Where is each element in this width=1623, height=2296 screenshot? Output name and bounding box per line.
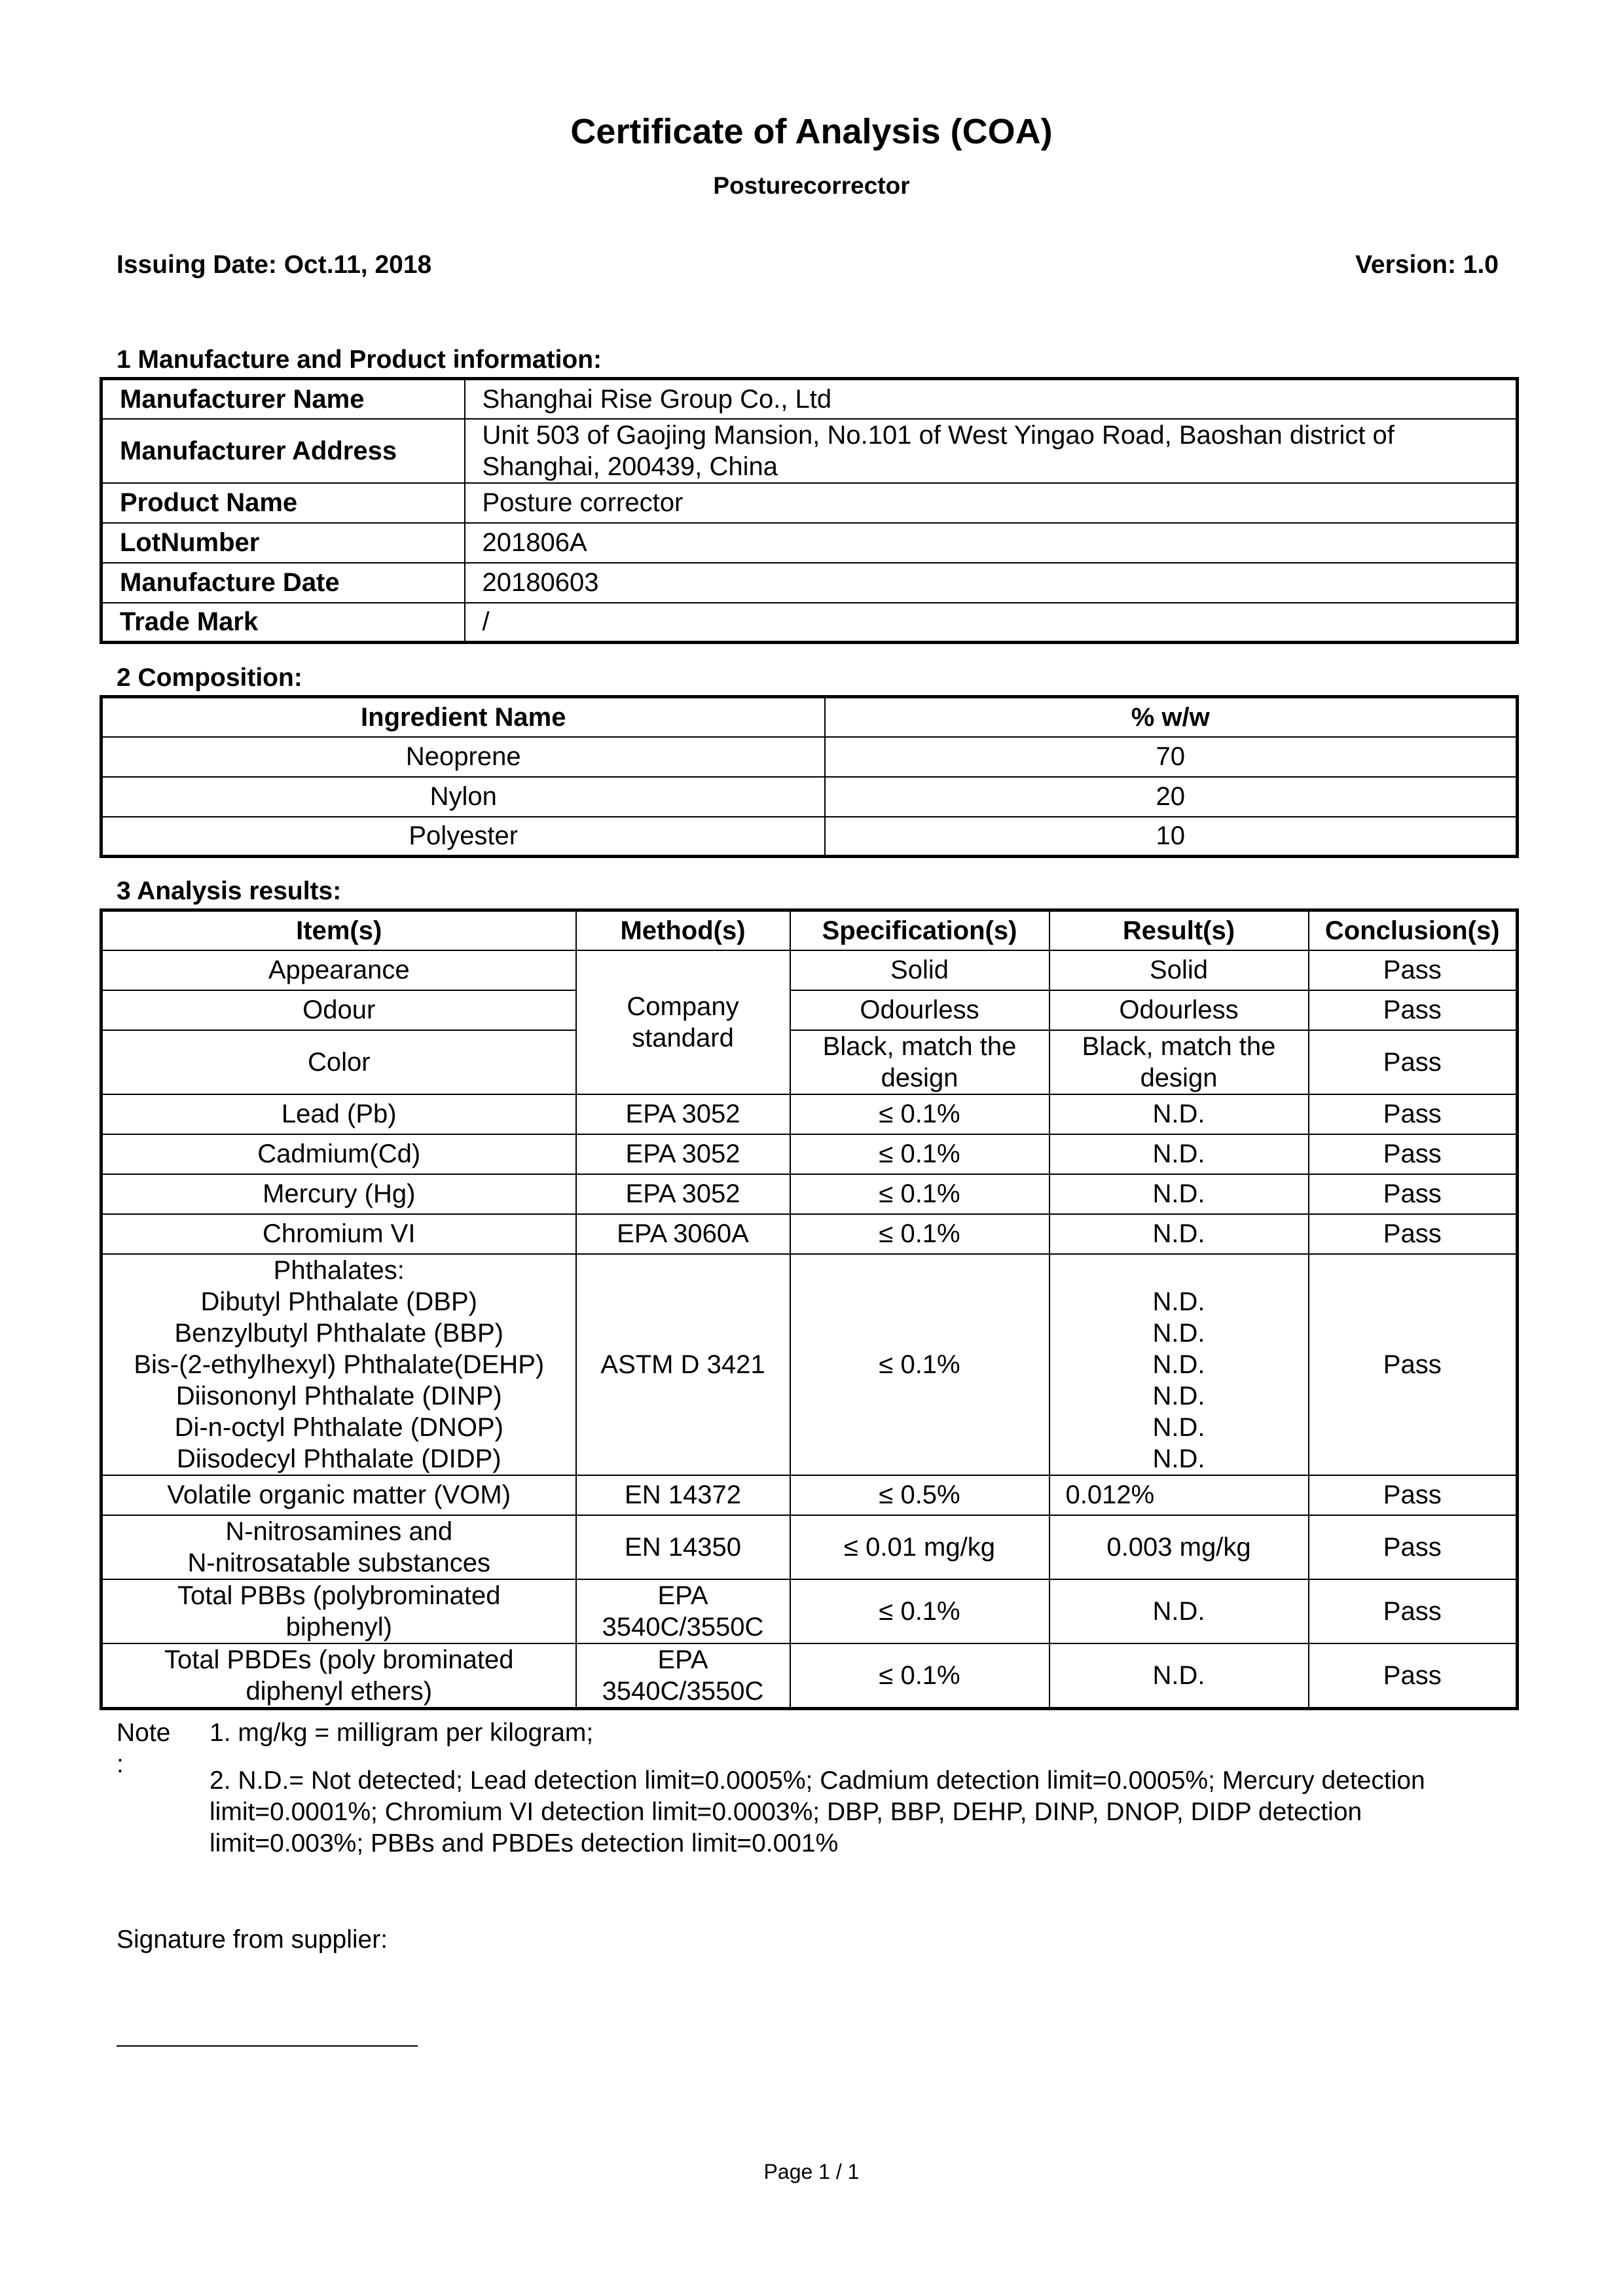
result-value: N.D. [1049, 1579, 1309, 1643]
table-row [101, 737, 1518, 777]
info-label: Product Name [101, 483, 465, 523]
result-specification: ≤ 0.1% [790, 1174, 1049, 1214]
issuing-date: Issuing Date: Oct.11, 2018 [117, 251, 432, 279]
result-method: EN 14372 [576, 1475, 790, 1515]
column-header: % w/w [825, 697, 1518, 737]
result-conclusion: Pass [1309, 1579, 1518, 1643]
table-row [101, 523, 1518, 563]
ingredient-name: Neoprene [101, 737, 825, 777]
info-value: / [465, 603, 1518, 643]
result-specification: Odourless [790, 990, 1049, 1030]
version: Version: 1.0 [1355, 251, 1499, 279]
ingredient-name: Polyester [101, 817, 825, 857]
table-row [101, 603, 1518, 643]
note-label: Note : [117, 1719, 171, 1778]
result-item: Lead (Pb) [101, 1094, 576, 1134]
ingredient-percent: 20 [825, 777, 1518, 817]
table-header-row [101, 910, 1518, 950]
section-2-heading: 2 Composition: [117, 664, 302, 692]
signature-label: Signature from supplier: [117, 1926, 388, 1954]
table-row [101, 1094, 1518, 1134]
table-row [101, 419, 1518, 483]
result-conclusion: Pass [1309, 1214, 1518, 1254]
result-value: Solid [1049, 950, 1309, 990]
info-label: Trade Mark [101, 603, 465, 643]
table-row [101, 1579, 1518, 1643]
result-method: EPA 3052 [576, 1174, 790, 1214]
table-row [101, 1475, 1518, 1515]
table-header-row [101, 697, 1518, 737]
result-method: EPA 3540C/3550C [576, 1579, 790, 1643]
ingredient-name: Nylon [101, 777, 825, 817]
result-item: N-nitrosamines and N-nitrosatable substances [101, 1515, 576, 1579]
page-number: Page 1 / 1 [763, 2160, 860, 2183]
info-label: Manufacture Date [101, 563, 465, 603]
result-method: EN 14350 [576, 1515, 790, 1579]
signature-line [117, 2045, 418, 2047]
result-value: N.D. [1049, 1094, 1309, 1134]
result-item: Total PBDEs (poly brominated diphenyl ethers) [101, 1643, 576, 1709]
composition-table [100, 695, 1519, 858]
result-value: N.D. N.D. N.D. N.D. N.D. N.D. [1049, 1254, 1309, 1475]
result-specification: ≤ 0.5% [790, 1475, 1049, 1515]
result-value: Black, match the design [1049, 1030, 1309, 1094]
result-value: Odourless [1049, 990, 1309, 1030]
column-header: Specification(s) [790, 910, 1049, 950]
result-item: Color [101, 1030, 576, 1094]
result-item: Odour [101, 990, 576, 1030]
ingredient-percent: 70 [825, 737, 1518, 777]
result-conclusion: Pass [1309, 1254, 1518, 1475]
table-row [101, 817, 1518, 857]
result-value: 0.012% [1049, 1475, 1309, 1515]
table-row [101, 990, 1518, 1030]
ingredient-percent: 10 [825, 817, 1518, 857]
table-row [101, 777, 1518, 817]
table-row [101, 1643, 1518, 1709]
table-row [101, 1254, 1518, 1475]
result-conclusion: Pass [1309, 1134, 1518, 1174]
result-conclusion: Pass [1309, 950, 1518, 990]
info-label: Manufacturer Name [101, 379, 465, 419]
result-specification: ≤ 0.1% [790, 1254, 1049, 1475]
result-method: Company standard [576, 950, 790, 1094]
result-specification: ≤ 0.1% [790, 1643, 1049, 1709]
result-conclusion: Pass [1309, 1030, 1518, 1094]
column-header: Method(s) [576, 910, 790, 950]
result-value: N.D. [1049, 1174, 1309, 1214]
manufacture-info-table [100, 377, 1519, 644]
info-value: 201806A [465, 523, 1518, 563]
result-method: ASTM D 3421 [576, 1254, 790, 1475]
info-value: Unit 503 of Gaojing Mansion, No.101 of West Yingao Road, Baoshan district of Shanghai, 200439, China [465, 419, 1518, 483]
result-value: N.D. [1049, 1214, 1309, 1254]
table-row [101, 483, 1518, 523]
table-row [101, 950, 1518, 990]
info-value: Posture corrector [465, 483, 1518, 523]
result-conclusion: Pass [1309, 1475, 1518, 1515]
table-row [101, 563, 1518, 603]
result-item: Total PBBs (polybrominated biphenyl) [101, 1579, 576, 1643]
result-item: Chromium VI [101, 1214, 576, 1254]
note-item: 1. mg/kg = milligram per kilogram; [210, 1719, 594, 1747]
section-1-heading: 1 Manufacture and Product information: [117, 346, 602, 374]
analysis-results-table [100, 908, 1519, 1710]
result-specification: ≤ 0.1% [790, 1214, 1049, 1254]
table-row [101, 1214, 1518, 1254]
result-item: Cadmium(Cd) [101, 1134, 576, 1174]
info-value: 20180603 [465, 563, 1518, 603]
result-conclusion: Pass [1309, 1094, 1518, 1134]
column-header: Conclusion(s) [1309, 910, 1518, 950]
info-label: Manufacturer Address [101, 419, 465, 483]
result-value: N.D. [1049, 1134, 1309, 1174]
result-specification: Black, match the design [790, 1030, 1049, 1094]
result-item: Appearance [101, 950, 576, 990]
product-subtitle: Posturecorrector [713, 172, 910, 199]
document-title: Certificate of Analysis (COA) [570, 112, 1053, 151]
result-conclusion: Pass [1309, 1643, 1518, 1709]
info-label: LotNumber [101, 523, 465, 563]
table-row [101, 1515, 1518, 1579]
result-specification: ≤ 0.1% [790, 1094, 1049, 1134]
result-method: EPA 3052 [576, 1094, 790, 1134]
result-specification: ≤ 0.1% [790, 1134, 1049, 1174]
result-item: Phthalates: Dibutyl Phthalate (DBP) Benzylbutyl Phthalate (BBP) Bis-(2-ethylhexyl) Phthalate(DEHP) Diisononyl Phthalate (DINP) Di-n-octyl Phthalate (DNOP) Diisodecyl Phthalate (DIDP) [101, 1254, 576, 1475]
table-row [101, 379, 1518, 419]
result-method: EPA 3540C/3550C [576, 1643, 790, 1709]
table-row [101, 1174, 1518, 1214]
result-method: EPA 3060A [576, 1214, 790, 1254]
result-specification: ≤ 0.1% [790, 1579, 1049, 1643]
column-header: Item(s) [101, 910, 576, 950]
column-header: Result(s) [1049, 910, 1309, 950]
info-value: Shanghai Rise Group Co., Ltd [465, 379, 1518, 419]
table-row [101, 1030, 1518, 1094]
column-header: Ingredient Name [101, 697, 825, 737]
result-specification: ≤ 0.01 mg/kg [790, 1515, 1049, 1579]
note-item: 2. N.D.= Not detected; Lead detection limit=0.0005%; Cadmium detection limit=0.0005%; Mercury detection limit=0.0001%; Chromium VI detection limit=0.0003%; DBP, BBP, DEHP, DINP, DNOP, DIDP detection limit=0.003%; PBBs and PBDEs detection limit=0.001% [210, 1767, 1425, 1857]
result-method: EPA 3052 [576, 1134, 790, 1174]
table-row [101, 1134, 1518, 1174]
section-3-heading: 3 Analysis results: [117, 877, 342, 905]
result-item: Mercury (Hg) [101, 1174, 576, 1214]
result-conclusion: Pass [1309, 1515, 1518, 1579]
result-conclusion: Pass [1309, 1174, 1518, 1214]
result-value: 0.003 mg/kg [1049, 1515, 1309, 1579]
result-item: Volatile organic matter (VOM) [101, 1475, 576, 1515]
result-specification: Solid [790, 950, 1049, 990]
result-conclusion: Pass [1309, 990, 1518, 1030]
result-value: N.D. [1049, 1643, 1309, 1709]
